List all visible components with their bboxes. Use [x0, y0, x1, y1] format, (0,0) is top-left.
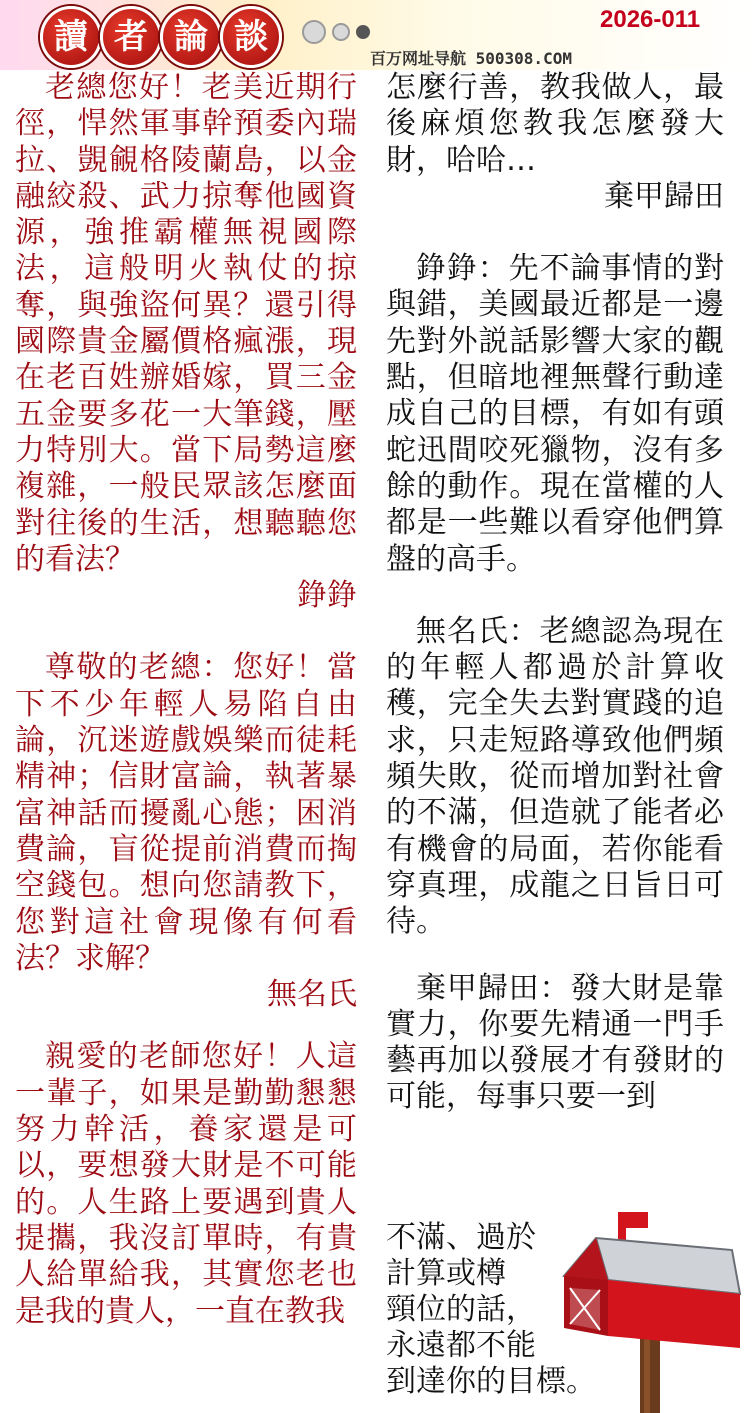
letter-signature: 錚錚 — [297, 578, 357, 614]
editor-replies-column — [386, 70, 724, 1116]
editor-reply: 錚錚：先不論事情的對與錯，美國最近都是一邊先對外説話影響大家的觀點，但暗地裡無聲行動達成自己的目標，有如有頭蛇迅間咬死獵物，沒有多餘的動作。現在當權的人都是一些難以看穿他們算盤的高手。 — [386, 251, 724, 577]
title-char: 談 — [220, 6, 282, 68]
column-title — [40, 6, 280, 68]
reader-letters-column — [15, 70, 357, 1330]
editor-reply: 無名氏：老總認為現在的年輕人都過於計算收穫，完全失去對實踐的追求，只走短路導致他們頻頻失敗，從而增加對社會的不滿，但造就了能者必有機會的局面，若你能看穿真理，成龍之日旨日可待。 — [386, 613, 724, 940]
editor-reply-line: 到達你的目標。 — [386, 1364, 596, 1399]
reader-letter: 老總您好！老美近期行徑，悍然軍事幹預委內瑞拉、覬覦格陵蘭島，以金融絞殺、武力掠奪他國資源，強推霸權無視國際法，這般明火執仗的掠奪，與強盜何異？還引得國際貴金屬價格瘋漲，現在老百姓辦婚嫁，買三金五金要多花一大筆錢，壓力特別大。當下局勢這麼複雜，一般民眾該怎麼面對往後的生活，想聽聽您的看法？ — [15, 70, 357, 577]
editor-reply-line: 頸位的話， — [386, 1292, 536, 1327]
site-watermark: 百万网址导航 500308.COM — [370, 49, 572, 68]
reader-letter-continued: 怎麼行善，教我做人，最後麻煩您教我怎麼發大財，哈哈… — [386, 70, 724, 178]
dot-icon — [302, 20, 326, 44]
decorative-dots — [302, 20, 376, 44]
title-char: 者 — [100, 6, 162, 68]
mailbox-illustration-icon — [556, 1198, 748, 1413]
editor-reply-line: 計算或樽 — [386, 1256, 506, 1291]
title-char: 論 — [160, 6, 222, 68]
reader-letter: 尊敬的老總：您好！當下不少年輕人易陷自由論，沉迷遊戲娛樂而徒耗精神；信財富論，執著暴富神話而擾亂心態；困消費論，盲從提前消費而掏空錢包。想向您請教下，您對這社會現像有何看法？求解？ — [15, 650, 357, 976]
header — [0, 0, 756, 70]
title-char: 讀 — [40, 6, 102, 68]
letter-signature: 無名氏 — [267, 977, 357, 1013]
reader-letter: 親愛的老師您好！人這一輩子，如果是勤勤懇懇努力幹活，養家還是可以，要想發大財是不可能的。人生路上要遇到貴人提攜，我沒訂單時，有貴人給單給我，其實您老也是我的貴人，一直在教我 — [15, 1039, 357, 1329]
dot-icon — [356, 25, 370, 39]
editor-reply-line: 永遠都不能 — [386, 1328, 536, 1363]
dot-icon — [332, 23, 350, 41]
letter-signature: 棄甲歸田 — [604, 178, 724, 214]
issue-number: 2026-011 — [600, 6, 701, 33]
editor-reply: 棄甲歸田：發大財是靠實力，你要先精通一門手藝再加以發展才有發財的可能，每事只要一到 — [386, 970, 724, 1115]
editor-reply-line: 不滿、過於 — [386, 1220, 536, 1255]
